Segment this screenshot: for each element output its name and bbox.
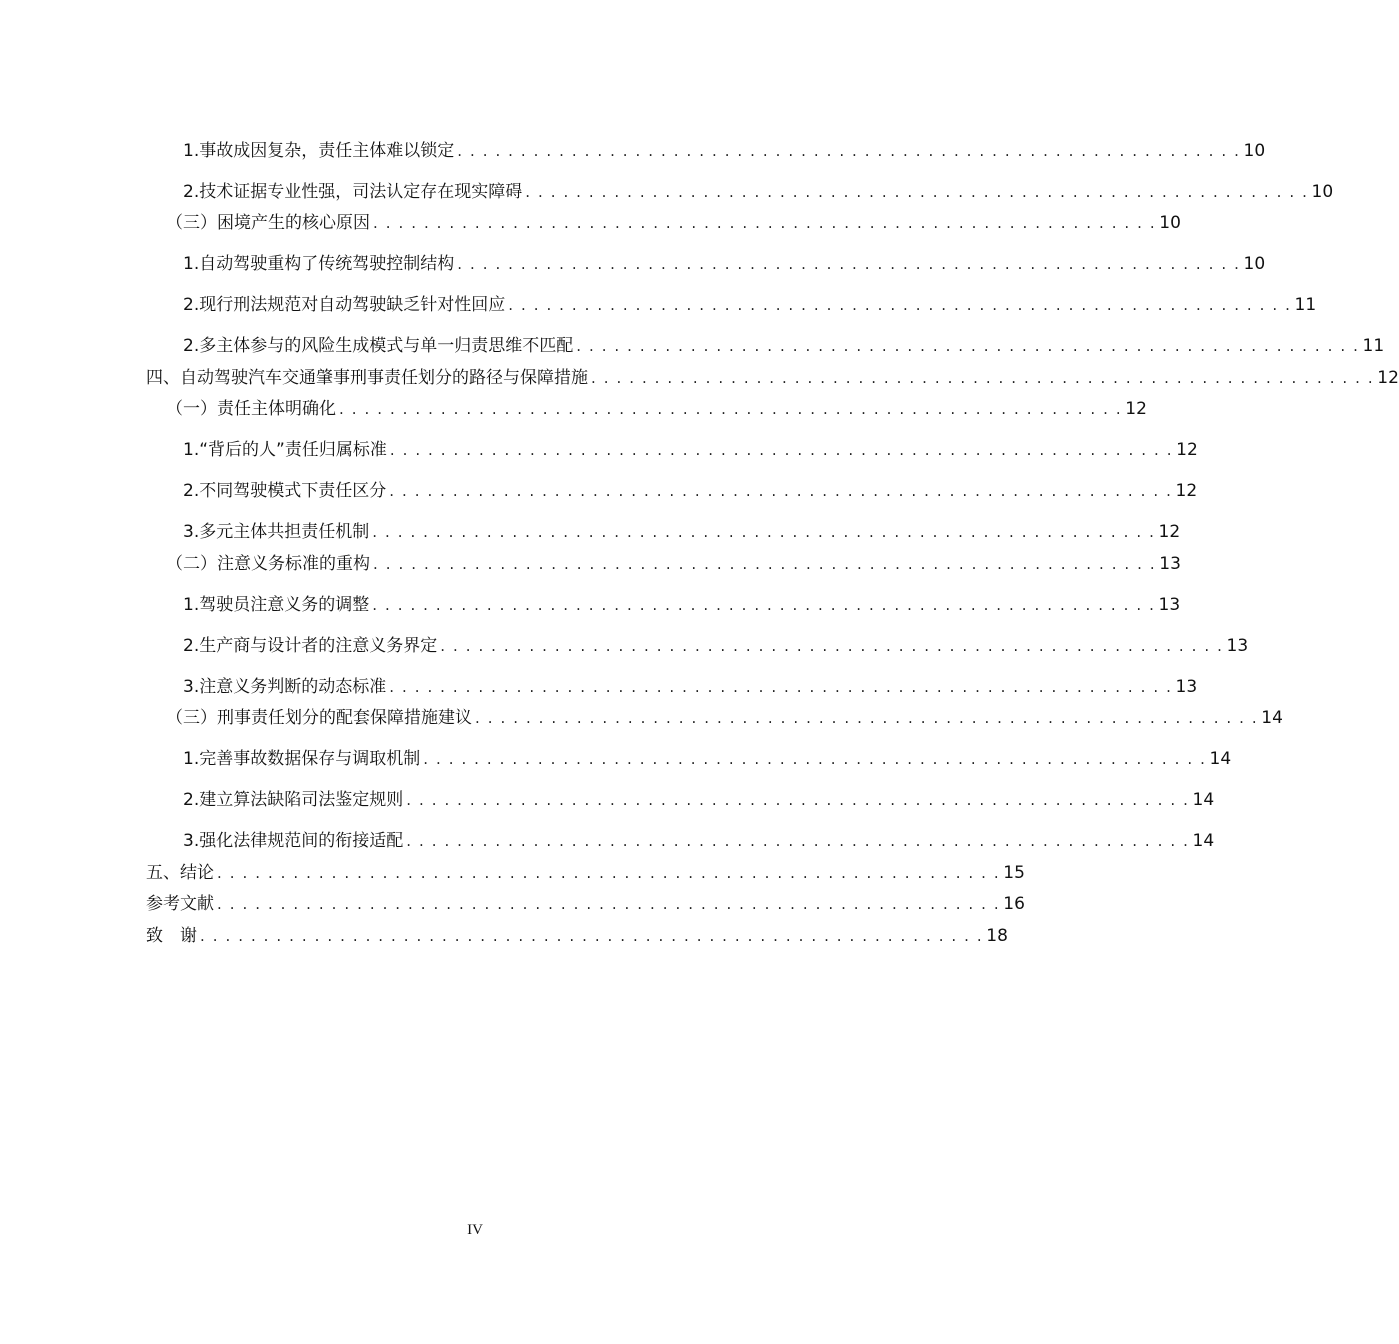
- toc-entry[interactable]: [183, 333, 1385, 359]
- toc-entry-title: 四、自动驾驶汽车交通肇事刑事责任划分的路径与保障措施: [146, 368, 588, 388]
- toc-entry-title: 1.驾驶员注意义务的调整: [183, 595, 370, 615]
- toc-entry-page: 10: [1159, 213, 1181, 233]
- dot-leader: . . . . . . . . . . . . . . . . . . . . . . . . . . . . . . . . . . . . . . . . . . . . . . . . . . . . . . . . . . . . . .: [591, 369, 1375, 387]
- dot-leader: . . . . . . . . . . . . . . . . . . . . . . . . . . . . . . . . . . . . . . . . . . . . . . . . . . . . . . . . . . . . . .: [457, 142, 1241, 160]
- toc-entry[interactable]: [183, 746, 1232, 772]
- dot-leader: . . . . . . . . . . . . . . . . . . . . . . . . . . . . . . . . . . . . . . . . . . . . . . . . . . . . . . . . . . . . . .: [217, 895, 1001, 913]
- toc-entry-title: 2.建立算法缺陷司法鉴定规则: [183, 790, 404, 810]
- toc-entry[interactable]: [183, 292, 1317, 318]
- dot-leader: . . . . . . . . . . . . . . . . . . . . . . . . . . . . . . . . . . . . . . . . . . . . . . . . . . . . . . . . . . . . . .: [475, 709, 1259, 727]
- toc-entry-page: 13: [1159, 554, 1181, 574]
- toc-entry-page: 15: [1003, 863, 1025, 883]
- toc-entry-page: 12: [1125, 399, 1147, 419]
- toc-entry-title: 2.现行刑法规范对自动驾驶缺乏针对性回应: [183, 295, 506, 315]
- toc-entry-title: 3.强化法律规范间的衔接适配: [183, 831, 404, 851]
- toc-entry-page: 10: [1243, 254, 1266, 274]
- toc-entry[interactable]: [183, 828, 1215, 854]
- toc-entry[interactable]: [183, 674, 1198, 700]
- toc-entry-title: 1.完善事故数据保存与调取机制: [183, 749, 421, 769]
- toc-entry[interactable]: [183, 179, 1334, 205]
- toc-entry-page: 10: [1311, 182, 1334, 202]
- toc-entry[interactable]: [183, 519, 1181, 545]
- toc-entry-page: 18: [986, 926, 1008, 946]
- toc-entry[interactable]: [183, 138, 1266, 164]
- dot-leader: . . . . . . . . . . . . . . . . . . . . . . . . . . . . . . . . . . . . . . . . . . . . . . . . . . . . . . . . . . . . . .: [576, 337, 1360, 355]
- dot-leader: . . . . . . . . . . . . . . . . . . . . . . . . . . . . . . . . . . . . . . . . . . . . . . . . . . . . . . . . . . . . . .: [372, 596, 1156, 614]
- toc-entry-title: 致 谢: [146, 926, 197, 946]
- dot-leader: . . . . . . . . . . . . . . . . . . . . . . . . . . . . . . . . . . . . . . . . . . . . . . . . . . . . . . . . . . . . . .: [423, 750, 1207, 768]
- toc-entry-page: 14: [1209, 749, 1232, 769]
- toc-entry-title: （二）注意义务标准的重构: [166, 554, 370, 574]
- dot-leader: . . . . . . . . . . . . . . . . . . . . . . . . . . . . . . . . . . . . . . . . . . . . . . . . . . . . . . . . . . . . . .: [389, 441, 1174, 459]
- toc-entry-page: 12: [1377, 368, 1399, 388]
- dot-leader: . . . . . . . . . . . . . . . . . . . . . . . . . . . . . . . . . . . . . . . . . . . . . . . . . . . . . . . . . . . . . .: [389, 482, 1173, 500]
- toc-entry[interactable]: [166, 705, 1283, 731]
- page-number: IV: [467, 1222, 483, 1238]
- dot-leader: . . . . . . . . . . . . . . . . . . . . . . . . . . . . . . . . . . . . . . . . . . . . . . . . . . . . . . . . . . . . . .: [389, 678, 1173, 696]
- toc-entry-title: 1.自动驾驶重构了传统驾驶控制结构: [183, 254, 455, 274]
- toc-entry-title: 3.多元主体共担责任机制: [183, 522, 370, 542]
- toc-entry-page: 13: [1158, 595, 1181, 615]
- dot-leader: . . . . . . . . . . . . . . . . . . . . . . . . . . . . . . . . . . . . . . . . . . . . . . . . . . . . . . . . . . . . . .: [406, 791, 1190, 809]
- dot-leader: . . . . . . . . . . . . . . . . . . . . . . . . . . . . . . . . . . . . . . . . . . . . . . . . . . . . . . . . . . . . . .: [440, 637, 1224, 655]
- toc-entry-title: （三）刑事责任划分的配套保障措施建议: [166, 708, 472, 728]
- toc-entry-page: 12: [1176, 440, 1198, 460]
- dot-leader: . . . . . . . . . . . . . . . . . . . . . . . . . . . . . . . . . . . . . . . . . . . . . . . . . . . . . . . . . . . . . .: [457, 255, 1241, 273]
- toc-entry[interactable]: [183, 251, 1266, 277]
- toc-entry-page: 16: [1003, 894, 1025, 914]
- dot-leader: . . . . . . . . . . . . . . . . . . . . . . . . . . . . . . . . . . . . . . . . . . . . . . . . . . . . . . . . . . . . . .: [200, 927, 984, 945]
- toc-entry[interactable]: [183, 633, 1249, 659]
- toc-entry-title: 3.注意义务判断的动态标准: [183, 677, 387, 697]
- toc-entry[interactable]: [166, 396, 1147, 422]
- dot-leader: . . . . . . . . . . . . . . . . . . . . . . . . . . . . . . . . . . . . . . . . . . . . . . . . . . . . . . . . . . . . . .: [373, 214, 1157, 232]
- toc-entry[interactable]: [146, 923, 1008, 949]
- toc-entry[interactable]: [146, 365, 1399, 391]
- toc-entry[interactable]: [166, 210, 1181, 236]
- toc-entry[interactable]: [183, 787, 1215, 813]
- dot-leader: . . . . . . . . . . . . . . . . . . . . . . . . . . . . . . . . . . . . . . . . . . . . . . . . . . . . . . . . . . . . . .: [406, 832, 1190, 850]
- toc-entry[interactable]: [183, 592, 1181, 618]
- dot-leader: . . . . . . . . . . . . . . . . . . . . . . . . . . . . . . . . . . . . . . . . . . . . . . . . . . . . . . . . . . . . . .: [508, 296, 1292, 314]
- toc-entry[interactable]: [166, 551, 1181, 577]
- toc-entry-title: 参考文献: [146, 894, 214, 914]
- toc-entry-page: 10: [1243, 141, 1266, 161]
- toc-entry-title: 2.技术证据专业性强，司法认定存在现实障碍: [183, 182, 523, 202]
- dot-leader: . . . . . . . . . . . . . . . . . . . . . . . . . . . . . . . . . . . . . . . . . . . . . . . . . . . . . . . . . . . . . .: [373, 555, 1157, 573]
- toc-entry-title: 五、结论: [146, 863, 214, 883]
- toc-entry-title: （一）责任主体明确化: [166, 399, 336, 419]
- toc-entry[interactable]: [183, 478, 1198, 504]
- toc-entry[interactable]: [146, 860, 1025, 886]
- dot-leader: . . . . . . . . . . . . . . . . . . . . . . . . . . . . . . . . . . . . . . . . . . . . . . . . . . . . . . . . . . . . . .: [525, 183, 1309, 201]
- toc-entry-page: 14: [1192, 790, 1215, 810]
- toc-entry-title: （三）困境产生的核心原因: [166, 213, 370, 233]
- toc-entry-page: 14: [1261, 708, 1283, 728]
- toc-entry[interactable]: [146, 891, 1025, 917]
- toc-entry-page: 13: [1175, 677, 1198, 697]
- toc-entry-title: 1.“背后的人”责任归属标准: [183, 440, 387, 460]
- toc-entry-page: 11: [1362, 336, 1385, 356]
- toc-entry-title: 1.事故成因复杂，责任主体难以锁定: [183, 141, 455, 161]
- dot-leader: . . . . . . . . . . . . . . . . . . . . . . . . . . . . . . . . . . . . . . . . . . . . . . . . . . . . . . . . . . . . . .: [339, 400, 1123, 418]
- toc-entry-page: 12: [1175, 481, 1198, 501]
- toc-entry-page: 13: [1226, 636, 1249, 656]
- toc-entry-title: 2.生产商与设计者的注意义务界定: [183, 636, 438, 656]
- dot-leader: . . . . . . . . . . . . . . . . . . . . . . . . . . . . . . . . . . . . . . . . . . . . . . . . . . . . . . . . . . . . . .: [372, 523, 1156, 541]
- toc-entry-page: 11: [1294, 295, 1317, 315]
- toc-entry[interactable]: [183, 437, 1198, 463]
- toc-entry-page: 12: [1158, 522, 1181, 542]
- toc-entry-page: 14: [1192, 831, 1215, 851]
- toc-entry-title: 2.多主体参与的风险生成模式与单一归责思维不匹配: [183, 336, 574, 356]
- toc-entry-title: 2.不同驾驶模式下责任区分: [183, 481, 387, 501]
- dot-leader: . . . . . . . . . . . . . . . . . . . . . . . . . . . . . . . . . . . . . . . . . . . . . . . . . . . . . . . . . . . . . .: [217, 864, 1001, 882]
